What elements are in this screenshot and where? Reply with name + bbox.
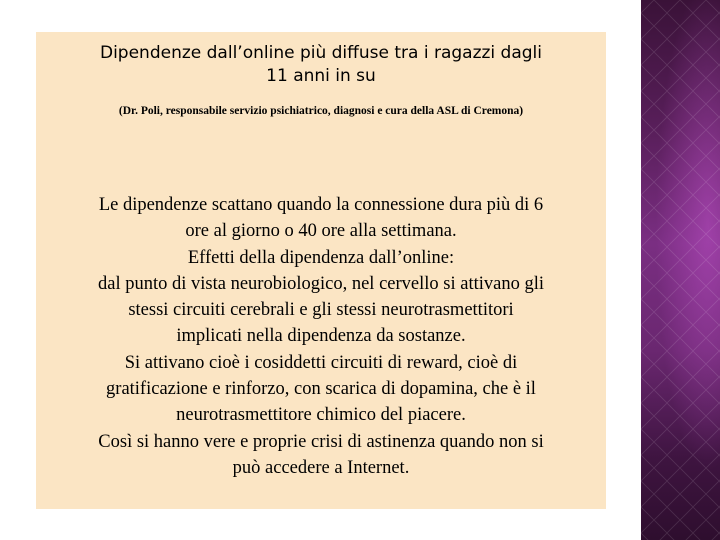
body-line-3 [36, 245, 606, 271]
title-line-2: 11 anni in su [266, 66, 376, 86]
body-line-11: può accedere a Internet. [232, 457, 410, 478]
decorative-side-strip [641, 0, 720, 540]
title-line-1: Dipendenze dall’online più diffuse tra i ragazzi dagli [99, 43, 543, 63]
body-line-3-rest: : [448, 247, 455, 268]
body-line-5: stessi circuiti cerebrali e gli stessi neurotrasmettitori [128, 300, 514, 321]
body-line-10: Così si hanno vere e proprie crisi di astinenza quando non si [98, 431, 544, 452]
source-citation: (Dr. Poli, responsabile servizio psichiatrico, diagnosi e cura della ASL di Cremona) [118, 105, 524, 117]
term-dipendenze: Le dipendenze [98, 195, 208, 215]
body-line-8: gratificazione e rinforzo, con scarica di dopamina, che è il [106, 379, 536, 400]
body-line-1 [36, 192, 606, 218]
body-line-1-rest: scattano quando la connessione dura più di 6 [207, 195, 544, 215]
body-line-4: dal punto di vista neurobiologico, nel cervello si attivano gli [98, 273, 544, 294]
heading-effetti: Effetti della dipendenza dall’online [187, 247, 449, 268]
slide-title [36, 42, 606, 88]
body-line-7: Si attivano cioè i cosiddetti circuiti di reward, cioè di [124, 352, 518, 373]
body-line-2: ore al giorno o 40 ore alla settimana. [185, 221, 457, 242]
diamond-pattern-icon [641, 0, 720, 540]
body-text [36, 192, 606, 481]
body-line-9: neurotrasmettitore chimico del piacere. [176, 405, 466, 426]
text-card [36, 32, 606, 509]
body-line-6: implicati nella dipendenza da sostanze. [176, 326, 466, 347]
